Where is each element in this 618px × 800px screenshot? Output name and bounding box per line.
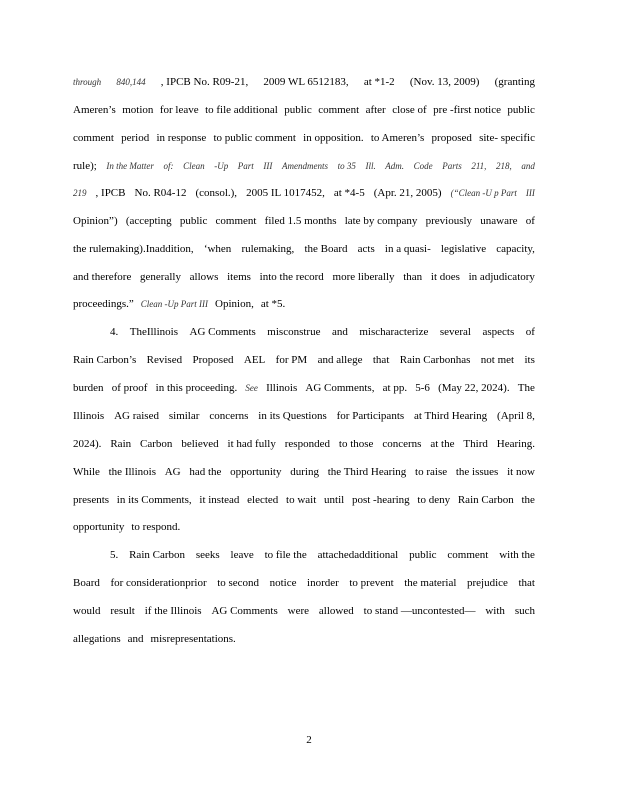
body-text: rulemaking, [241,243,295,255]
body-text: until [324,494,345,506]
citation-text: Code [413,161,433,171]
text-line [73,409,535,423]
citation-text: Clean [183,161,205,171]
body-text: were [287,605,310,617]
body-text: (accepting [125,215,172,227]
body-text: AG raised [114,410,159,422]
body-text: burden [73,382,104,394]
body-text: proposed [431,132,472,144]
body-text: in its Comments, [116,494,192,506]
body-text: pre -first notice [433,104,501,116]
body-text: leave [230,549,254,561]
body-text: for PM [275,354,308,366]
body-text: that [518,577,535,589]
body-text: and therefore [73,271,132,283]
body-text: prejudice [466,577,508,589]
body-text: capacity, [496,243,535,255]
body-text: the rulemaking).Inaddition, [73,243,194,255]
body-text: 2005 IL 1017452, [246,187,325,199]
body-text: it does [430,271,460,283]
text-line [73,297,535,311]
body-text: comment [73,132,114,144]
body-text: public [284,104,312,116]
body-text: such [514,605,535,617]
citation-text: of: [163,161,174,171]
citation-text: 211, [471,161,487,171]
body-text: Proposed [192,354,234,366]
body-text: period [121,132,150,144]
body-text: of proof [111,382,148,394]
body-text: Revised [146,354,183,366]
body-text: , IPCB No. R09-21, [160,76,249,88]
body-text: to public comment [213,132,296,144]
citation-text: (“Clean -U p Part [450,188,517,198]
citation-text: In the Matter [106,161,154,171]
body-text: Hearing. [496,438,535,450]
body-text: concerns [209,410,249,422]
body-text: elected [247,494,279,506]
body-text: (May 22, 2024). [438,382,510,394]
body-text: Ameren’s [73,104,116,116]
body-text: allows [189,271,219,283]
text-line [73,186,535,200]
body-text: allowed [318,605,354,617]
body-text: at the [430,438,455,450]
body-text: 2009 WL 6512183, [263,76,349,88]
body-text: Rain [110,438,132,450]
body-text: responded [284,438,330,450]
body-text: attachedadditional [317,549,399,561]
body-text: comment [318,104,360,116]
body-text: comment [215,215,257,227]
body-text: AG Comments [211,605,278,617]
citation-text: 218, [496,161,512,171]
body-text: Illinois [266,382,298,394]
body-text: public [409,549,437,561]
body-text: 2024). [73,438,102,450]
text-line [73,131,535,145]
body-text: items [227,271,251,283]
citation-text: Part [237,161,254,171]
body-text: after [365,104,386,116]
body-text: at *4-5 [333,187,365,199]
body-text: during [290,466,319,478]
body-text: the issues [455,466,499,478]
body-text: for Participants [336,410,405,422]
text-line [73,103,535,117]
body-text: to prevent [349,577,394,589]
body-text: filed 1.5 months [264,215,337,227]
body-text: AG Comments, [305,382,375,394]
body-text: allegations [73,633,121,645]
body-text: to stand —uncontested— [363,605,476,617]
body-text: Rain Carbon [457,494,514,506]
body-text: it now [507,466,535,478]
body-text: public [507,104,535,116]
text-line [73,604,535,618]
citation-text: and [521,161,535,171]
body-text: for considerationprior [110,577,207,589]
body-text: similar [168,410,200,422]
body-text: proceedings.” [73,298,134,310]
body-text: (Apr. 21, 2005) [373,187,442,199]
body-text: (consol.), [195,187,238,199]
citation-text: Parts [442,161,462,171]
body-text: to raise [415,466,448,478]
text-line [73,381,535,395]
body-text: presents [73,494,110,506]
body-text: ‘when [203,243,232,255]
body-text: misconstrue [267,326,321,338]
body-text: legislative [440,243,487,255]
text-line [73,159,535,173]
body-text: several [439,326,471,338]
body-text: Third [463,438,488,450]
body-text: motion [122,104,154,116]
body-text: not met [480,354,515,366]
body-text: to file the [264,549,307,561]
body-text: inorder [307,577,339,589]
body-text: 5-6 [415,382,430,394]
citation-text: See [245,383,258,393]
body-text: to second [217,577,260,589]
body-text: at *1-2 [363,76,395,88]
body-text: 5. [110,549,119,561]
text-line [110,325,535,339]
body-text: to Ameren’s [370,132,425,144]
body-text: (granting [494,76,535,88]
body-text: previously [425,215,473,227]
citation-text: to 35 [337,161,356,171]
body-text: No. R04-12 [134,187,187,199]
text-line [73,576,535,590]
page-number: 2 [306,734,312,746]
body-text: would [73,605,101,617]
body-text: The [517,382,535,394]
body-text: TheIllinois [129,326,179,338]
body-text: to deny [417,494,451,506]
body-text: misrepresentations. [150,633,236,645]
body-text: AEL [243,354,266,366]
body-text: in adjudicatory [468,271,535,283]
body-text: to file additional [205,104,278,116]
body-text: comment [447,549,489,561]
body-text: mischaracterize [359,326,429,338]
body-text: to those [338,438,374,450]
body-text: acts [357,243,375,255]
text-line [73,493,535,507]
body-text: of [525,326,535,338]
body-text: , IPCB [95,187,126,199]
text-line [73,465,535,479]
body-text: believed [181,438,219,450]
body-text: the Board [304,243,348,255]
body-text: public [179,215,208,227]
body-text: it had fully [227,438,276,450]
text-line [73,632,535,646]
body-text: the Illinois [108,466,156,478]
citation-text: Amendments [282,161,328,171]
body-text: the [521,494,535,506]
body-text: Opinion, [215,298,254,310]
body-text: late by company [344,215,418,227]
body-text: site- specific [479,132,535,144]
body-text: Rain Carbon’s [73,354,137,366]
body-text: at *5. [260,298,286,310]
citation-text: 840,144 [116,77,146,87]
body-text: that [372,354,390,366]
body-text: with [485,605,505,617]
text-line [73,242,535,256]
body-text: opportunity [73,521,125,533]
text-line [73,214,535,228]
body-text: in response [156,132,207,144]
citation-text: through [73,77,102,87]
body-text: While [73,466,100,478]
body-text: if the Illinois [144,605,202,617]
citation-text: 219 [73,188,87,198]
body-text: AG Comments [189,326,256,338]
body-text: and [127,633,144,645]
body-text: had the [189,466,222,478]
body-text: Rain Carbon [129,549,186,561]
text-line [73,437,535,451]
body-text: for leave [159,104,199,116]
body-text: (April 8, [497,410,535,422]
body-text: into the record [259,271,324,283]
text-line [110,548,535,562]
body-text: with the [499,549,535,561]
body-text: unaware [480,215,518,227]
text-line [73,75,535,89]
body-text: seeks [195,549,220,561]
citation-text: Adm. [385,161,405,171]
body-text: result [110,605,135,617]
citation-text: III [525,188,535,198]
body-text: of [525,215,535,227]
body-text: close of [392,104,427,116]
body-text: Rain Carbonhas [399,354,471,366]
body-text: in opposition. [303,132,364,144]
body-text: in this proceeding. [155,382,238,394]
body-text: (Nov. 13, 2009) [409,76,480,88]
body-text: aspects [482,326,515,338]
body-text: concerns [382,438,422,450]
body-text: in its Questions [258,410,327,422]
citation-text: III [263,161,273,171]
body-text: at Third Hearing [414,410,488,422]
body-text: and [331,326,348,338]
text-line [73,353,535,367]
body-text: than [403,271,423,283]
body-text: Carbon [140,438,173,450]
body-text: in a quasi- [384,243,431,255]
body-text: Board [73,577,100,589]
citation-text: Ill. [365,161,376,171]
body-text: it instead [199,494,240,506]
body-text: 4. [110,326,119,338]
body-text: generally [140,271,181,283]
body-text: at pp. [382,382,408,394]
text-line [73,270,535,284]
body-text: opportunity [230,466,282,478]
body-text: the Third Hearing [327,466,407,478]
body-text: more liberally [332,271,395,283]
body-text: and allege [317,354,363,366]
body-text: Opinion”) [73,215,118,227]
text-line [73,520,535,534]
body-text: to wait [286,494,317,506]
body-text: notice [269,577,297,589]
citation-text: -Up [214,161,229,171]
body-text: post -hearing [351,494,410,506]
citation-text: Clean -Up Part III [140,299,209,309]
body-text: AG [164,466,181,478]
body-text: the material [404,577,457,589]
body-text: to respond. [131,521,181,533]
body-text: Illinois [73,410,105,422]
body-text: its [524,354,535,366]
body-text: rule); [73,160,97,172]
